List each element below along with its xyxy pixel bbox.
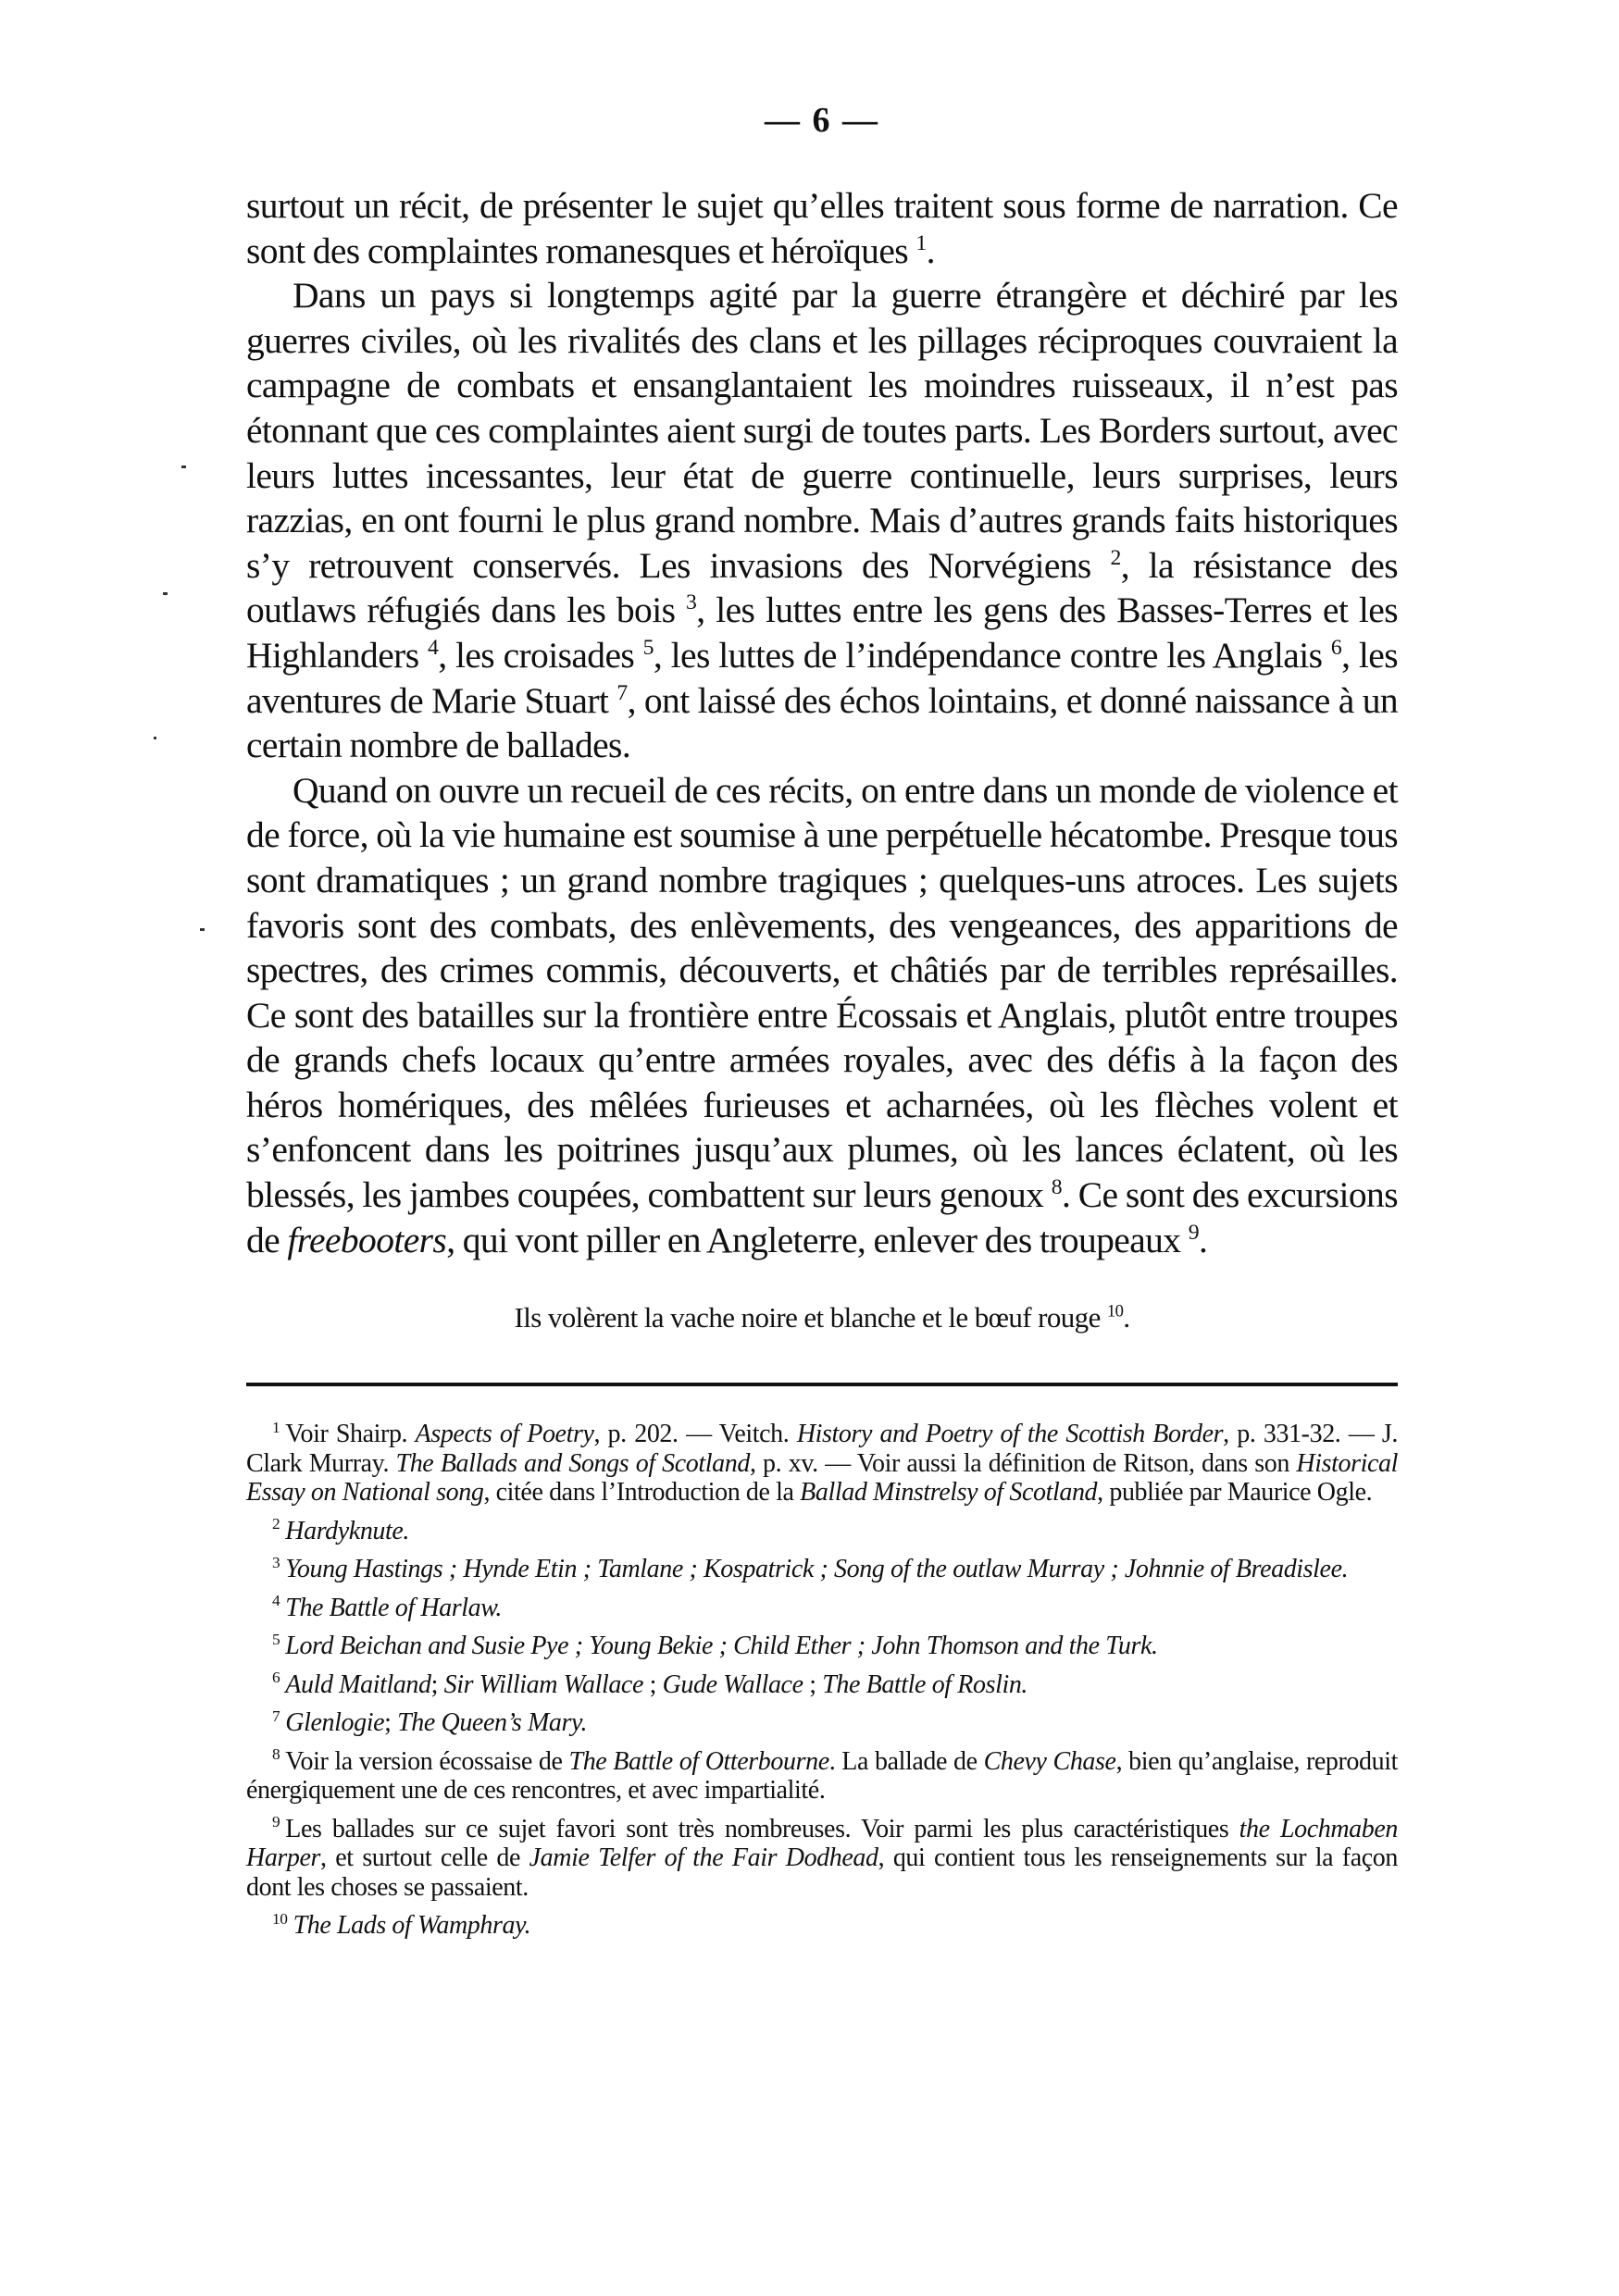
quote-text: Ils volèrent la vache noire et blanche et le bœuf rouge: [514, 1301, 1107, 1334]
footnote-ref: 7: [616, 680, 628, 705]
text-run: , les croisades: [438, 634, 643, 676]
footnote-number: 7: [272, 1706, 280, 1725]
italic-title: Chevy Chase: [983, 1746, 1116, 1776]
footnote-ref: 3: [686, 590, 697, 615]
quote-end: .: [1123, 1301, 1130, 1334]
footnote-number: 10: [272, 1909, 288, 1928]
italic-title: The Ballads and Songs of Scotland: [395, 1448, 750, 1478]
italic-title: The Battle of Otterbourne: [568, 1746, 829, 1776]
text-run: , p. xv. — Voir aussi la définition de Ritson, dans son: [749, 1448, 1297, 1478]
italic-title: Lord Beichan and Susie Pye ; Young Bekie ; Child Ether ; John Thomson and the Turk.: [285, 1632, 1158, 1661]
italic-title: Hardyknute.: [285, 1516, 410, 1545]
italic-title: The Battle of Roslin.: [822, 1669, 1028, 1699]
footnote-separator: [246, 1383, 1398, 1386]
footnote-1: [246, 1420, 1398, 1508]
footnote-number: 1: [272, 1418, 280, 1436]
footnote-7: [246, 1708, 1398, 1738]
italic-title: Young Hastings ; Hynde Etin ; Tamlane ; Kospatrick ; Song of the outlaw Murray ; Johnnie of Breadislee.: [285, 1555, 1349, 1584]
text-run: surtout un récit, de présenter le sujet qu’elles traitent sous forme de narration. Ce sont des complaintes romanesques et héroïques: [246, 185, 1398, 271]
text-run: ;: [384, 1708, 398, 1738]
footnote-5: [246, 1632, 1398, 1661]
italic-title: freebooters: [287, 1219, 447, 1260]
text-run: ;: [803, 1669, 823, 1699]
footnote-4: [246, 1594, 1398, 1623]
text-run: , et surtout celle de: [320, 1843, 529, 1873]
text-run: , qui contient tous les renseignements sur la façon dont les choses se passaient.: [246, 1843, 1398, 1902]
footnote-ref: 2: [1110, 545, 1121, 570]
italic-title: History and Poetry of the Scottish Border: [796, 1420, 1224, 1449]
footnote-ref: 6: [1330, 635, 1342, 660]
text-run: Quand on ouvre un recueil de ces récits, on entre dans un monde de violence et de force, où la vie humaine est soumise à une perpétuelle hécatombe. Presque tous sont dramatiques ; un grand nombre tragiques ; quelques-uns atroces. Les sujets favoris sont des combats, des enlèvements, des vengeances, des apparitions de spectres, des crimes commis, découverts, et châtiés par de terribles représailles. Ce sont des batailles sur la frontière entre Écossais et Anglais, plutôt entre troupes de grands chefs locaux qu’entre armées royales, avec des défis à la façon des héros homériques, des mêlées furieuses et acharnées, où les flèches volent et s’enfoncent dans les poitrines jusqu’aux plumes, où les lances éclatent, où les blessés, les jambes coupées, combattent sur leurs genoux: [246, 769, 1398, 1216]
footnote-10: [246, 1911, 1398, 1941]
footnote-ref: 4: [427, 635, 439, 660]
italic-title: Gude Wallace: [662, 1669, 803, 1699]
body-text: [246, 183, 1398, 1262]
footnote-ref: 1: [915, 230, 927, 255]
text-run: , qui vont piller en Angleterre, enlever des troupeaux: [446, 1219, 1189, 1260]
text-run: , publiée par Maurice Ogle.: [1097, 1478, 1373, 1508]
italic-title: The Queen’s Mary.: [397, 1708, 588, 1738]
italic-title: Glenlogie: [285, 1708, 385, 1738]
margin-mark: [154, 737, 156, 739]
text-run: Les ballades sur ce sujet favori sont très nombreuses. Voir parmi les plus caractéristiques: [285, 1814, 1239, 1843]
italic-title: The Battle of Harlaw.: [285, 1593, 503, 1622]
footnote-ref: 8: [1051, 1174, 1062, 1199]
paragraph: [246, 273, 1398, 768]
book-page: [246, 102, 1398, 1950]
footnote-8: [246, 1747, 1398, 1806]
text-run: , les luttes entre les gens des Basses-Terres et les Highlanders: [246, 590, 1398, 676]
paragraph: [246, 183, 1398, 273]
paragraph: [246, 768, 1398, 1263]
text-run: Voir Shairp.: [285, 1420, 416, 1449]
italic-title: The Lads of Wamphray.: [293, 1911, 531, 1941]
page-number: — 6 —: [765, 101, 879, 140]
italic-title: Auld Maitland: [285, 1669, 431, 1699]
footnote-number: 9: [272, 1813, 280, 1831]
text-run: Voir la version écossaise de: [285, 1746, 569, 1776]
italic-title: Historical Essay on National song: [246, 1448, 1398, 1508]
text-run: ;: [430, 1669, 444, 1699]
text-run: . Ce sont des excursions de: [246, 1174, 1398, 1260]
text-run: Dans un pays si longtemps agité par la guerre étrangère et déchiré par les guerres civiles, où les rivalités des clans et les pillages réciproques couvraient la campagne de combats et ensanglantaient les moindres ruisseaux, il n’est pas étonnant que ces complaintes aient surgi de toutes parts. Les Borders surtout, avec leurs luttes incessantes, leur état de guerre continuelle, leurs surprises, leurs razzias, en ont fourni le plus grand nombre. Mais d’autres grands faits historiques s’y retrouvent conservés. Les invasions des Norvégiens: [246, 275, 1398, 586]
text-run: , p. 331-32. — J. Clark Murray.: [246, 1420, 1399, 1478]
footnote-number: 6: [272, 1669, 280, 1687]
text-run: , ont laissé des échos lointains, et donné naissance à un certain nombre de ballades.: [246, 679, 1398, 766]
footnote-number: 4: [272, 1592, 280, 1610]
text-run: , bien qu’anglaise, reproduit énergiquement une de ces rencontres, et avec impartialité.: [246, 1746, 1398, 1806]
text-run: , les aventures de Marie Stuart: [246, 634, 1398, 721]
margin-mark: [181, 465, 186, 468]
footnote-ref: 9: [1188, 1220, 1199, 1245]
italic-title: the Lochmaben Harper: [246, 1814, 1399, 1873]
text-run: .: [1198, 1219, 1208, 1260]
footnote-number: 5: [272, 1630, 280, 1648]
text-run: .: [926, 230, 935, 271]
text-run: , la résistance des outlaws réfugiés dans les bois: [246, 544, 1398, 631]
verse-quote: [246, 1301, 1398, 1334]
italic-title: Aspects of Poetry: [415, 1420, 594, 1449]
text-run: , les luttes de l’indépendance contre les Anglais: [653, 634, 1331, 676]
footnote-number: 8: [272, 1745, 280, 1764]
footnote-3: [246, 1555, 1398, 1584]
text-run: . La ballade de: [828, 1746, 984, 1776]
italic-title: Ballad Minstrelsy of Scotland: [800, 1478, 1098, 1508]
footnote-2: [246, 1517, 1398, 1546]
margin-mark: [200, 928, 205, 931]
text-run: ;: [643, 1669, 663, 1699]
footnotes: [246, 1420, 1398, 1941]
italic-title: Jamie Telfer of the Fair Dodhead: [529, 1843, 878, 1873]
text-run: , citée dans l’Introduction de la: [483, 1478, 801, 1508]
footnote-number: 2: [272, 1515, 280, 1533]
footnote-ref: 10: [1106, 1301, 1124, 1322]
text-run: , p. 202. — Veitch.: [593, 1420, 797, 1449]
margin-mark: [163, 592, 168, 595]
footnote-6: [246, 1670, 1398, 1700]
italic-title: Sir William Wallace: [443, 1669, 643, 1699]
footnote-9: [246, 1815, 1398, 1903]
footnote-number: 3: [272, 1553, 280, 1571]
footnote-ref: 5: [642, 635, 654, 660]
